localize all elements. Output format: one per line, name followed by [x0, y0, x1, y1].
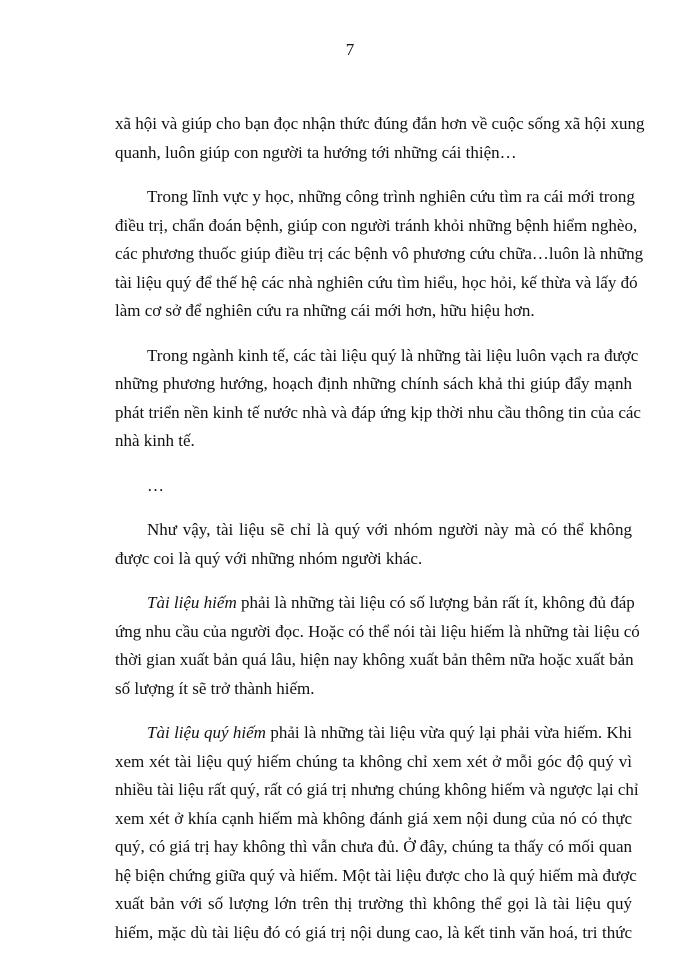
- paragraph-1: [115, 110, 645, 167]
- text-line: xã hội và giúp cho bạn đọc nhận thức đúng đắn hơn về cuộc sống xã hội xung: [115, 114, 645, 133]
- paragraph-5: [115, 516, 632, 573]
- paragraph-3: [115, 342, 641, 456]
- text-line: [115, 719, 632, 748]
- text-line: Trong ngành kinh tế, các tài liệu quý là những tài liệu luôn vạch ra được: [147, 345, 639, 365]
- page-number: 7: [345, 40, 355, 59]
- text-line: xem xét tài liệu quý hiếm chúng ta không chỉ xem xét ở mỗi góc độ quý vì: [115, 751, 632, 771]
- text-line: thời gian xuất bản quá lâu, hiện nay không xuất bản thêm nữa hoặc xuất bản: [115, 650, 634, 669]
- text-line: nhà kinh tế.: [115, 431, 195, 450]
- text-line: hệ biện chứng giữa quý và hiếm. Một tài liệu được cho là quý hiếm mà được: [115, 865, 637, 885]
- text-segment: phải là những tài liệu có số lượng bản rất ít, không đủ đáp: [236, 593, 635, 612]
- paragraph-ellipsis: [115, 472, 632, 501]
- paragraph-precious-rare-documents: [115, 719, 639, 947]
- term-rare-documents: Tài liệu hiếm: [147, 593, 237, 612]
- text-line: ứng nhu cầu của người đọc. Hoặc có thể nói tài liệu hiếm là những tài liệu có: [115, 621, 640, 641]
- text-line: [115, 589, 635, 618]
- text-segment: phải là những tài liệu vừa quý lại phải vừa hiếm. Khi: [265, 723, 632, 742]
- paragraph-2: [115, 183, 644, 326]
- text-line: điều trị, chẩn đoán bệnh, giúp con người tránh khỏi những bệnh hiểm nghèo,: [115, 215, 638, 235]
- term-precious-rare-documents: Tài liệu quý hiếm: [147, 723, 266, 742]
- body-text: [115, 110, 645, 963]
- text-line: quanh, luôn giúp con người ta hướng tới những cái thiện…: [115, 142, 517, 162]
- text-line: xuất bản với số lượng lớn trên thị trường thì không thể gọi là tài liệu quý: [115, 894, 632, 913]
- text-line: số lượng ít sẽ trở thành hiếm.: [115, 678, 315, 698]
- text-line: Như vậy, tài liệu sẽ chỉ là quý với nhóm người này mà có thể không: [147, 520, 632, 539]
- text-line: làm cơ sở để nghiên cứu ra những cái mới hơn, hữu hiệu hơn.: [115, 301, 535, 320]
- paragraph-rare-documents: [115, 589, 640, 703]
- text-line: quý, có giá trị hay không thì vẫn chưa đủ. Ở đây, chúng ta thấy có mối quan: [115, 837, 632, 856]
- text-line: xem xét ở khía cạnh hiếm mà không đánh giá xem nội dung của nó có thực: [115, 808, 632, 828]
- text-line: hiếm, mặc dù tài liệu đó có giá trị nội dung cao, là kết tinh văn hoá, tri thức: [115, 922, 632, 942]
- text-line: được coi là quý với những nhóm người khác.: [115, 548, 423, 568]
- text-line: …: [147, 475, 164, 495]
- text-line: các phương thuốc giúp điều trị các bệnh vô phương cứu chữa…luôn là những: [115, 244, 644, 263]
- text-line: phát triển nền kinh tế nước nhà và đáp ứng kịp thời nhu cầu thông tin của các: [115, 402, 641, 422]
- text-line: nhiều tài liệu rất quý, rất có giá trị nhưng chúng không hiếm và ngược lại chỉ: [115, 780, 639, 799]
- text-line: Trong lĩnh vực y học, những công trình nghiên cứu tìm ra cái mới trong: [147, 187, 635, 206]
- text-line: những phương hướng, hoạch định những chính sách khả thi giúp đẩy mạnh: [115, 374, 632, 393]
- text-line: tài liệu quý để thế hệ các nhà nghiên cứu tìm hiểu, học hỏi, kế thừa và lấy đó: [115, 272, 638, 292]
